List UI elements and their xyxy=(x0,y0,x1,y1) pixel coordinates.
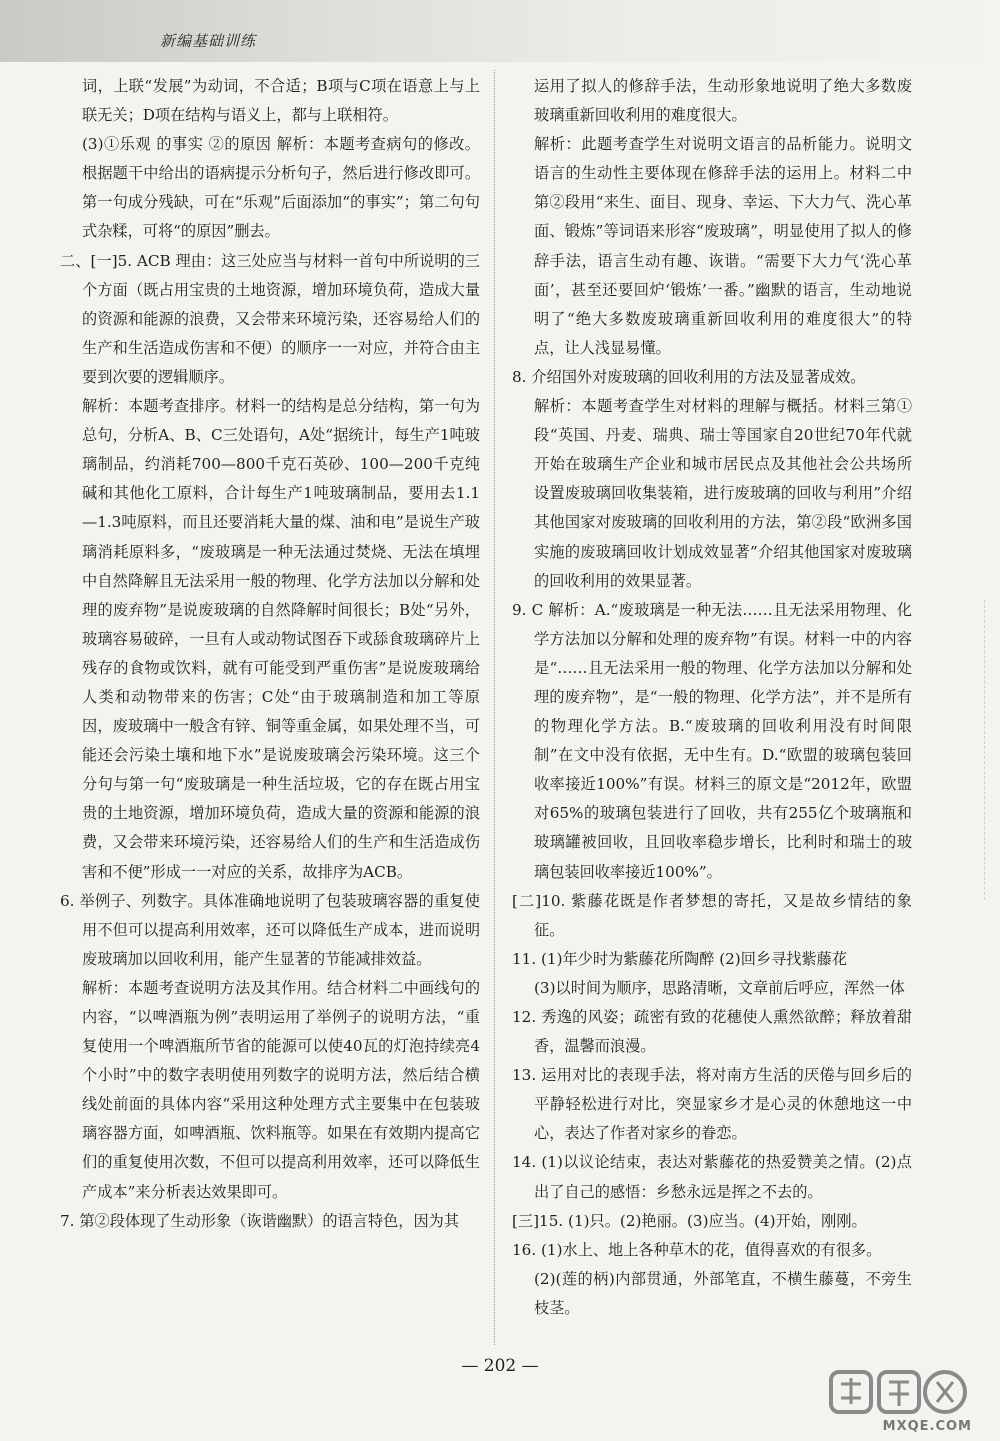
answer-paragraph: 解析：本题考查学生对材料的理解与概括。材料三第①段“英国、丹麦、瑞典、瑞士等国家自20世纪70年代就开始在玻璃生产企业和城市居民点及其他社会公共场所设置废玻璃回收集装箱，进行废玻璃的回收与利用”介绍其他国家对废玻璃的回收利用的方法，第②段“欧洲多国实施的废玻璃回收计划成效显著”介绍其他国家对废玻璃的回收利用的效果显著。 xyxy=(534,397,912,590)
answer-paragraph: (3)①乐观 的事实 ②的原因 解析：本题考查病句的修改。根据题干中给出的语病提示分析句子，然后进行修改即可。第一句成分残缺，可在“乐观”后面添加“的事实”；第二句句式杂糅，可将“的原因”删去。 xyxy=(82,135,480,241)
left-column xyxy=(60,72,480,1236)
scan-artifact-line xyxy=(984,600,985,900)
column-divider xyxy=(494,70,495,1345)
answer-paragraph: 解析：本题考查排序。材料一的结构是总分结构，第一句为总句，分析A、B、C三处语句，A处“据统计，每生产1吨玻璃制品，约消耗700—800千克石英砂、100—200千克纯碱和其他化工原料，合计每生产1吨玻璃制品，要用去1.1—1.3吨原料，而且还要消耗大量的煤、油和电”是说生产玻璃消耗原料多，“废玻璃是一种无法通过焚烧、无法在填埋中自然降解且无法采用一般的物理、化学方法加以分解和处理的废弃物”是说废玻璃的自然降解时间很长；B处“另外，玻璃容易破碎，一旦有人或动物试图吞下或舔食玻璃碎片上残存的食物或饮料，就有可能受到严重伤害”是说废玻璃给人类和动物带来的伤害；C处“由于玻璃制造和加工等原因，废玻璃中一般含有锌、铜等重金属，如果处理不当，可能还会污染土壤和地下水”是说废玻璃会污染环境。这三个分句与第一句“废玻璃是一种生活垃圾，它的存在既占用宝贵的土地资源，增加环境负荷，造成大量的资源和能源的浪费，又会带来环境污染，还容易给人们的生产和生活造成伤害和不便”形成一一对应的关系，故排序为ACB。 xyxy=(82,397,480,881)
answer-paragraph: 6. 举例子、列数字。具体准确地说明了包装玻璃容器的重复使用不但可以提高利用效率，还可以降低生产成本，进而说明废玻璃加以回收利用，能产生显著的节能减排效益。 xyxy=(60,891,480,968)
answer-paragraph: 解析：此题考查学生对说明文语言的品析能力。说明文语言的生动性主要体现在修辞手法的运用上。材料二中第②段用“来生、面目、现身、幸运、下大力气、洗心革面、锻炼”等词语来形容“废玻璃”，明显使用了拟人的修辞手法，语言生动有趣、诙谐。“需要下大力气‘洗心革面’，甚至还要回炉‘锻炼’一番。”幽默的语言，生动地说明了“绝大多数废玻璃重新回收利用的难度很大”的特点，让人浅显易懂。 xyxy=(534,135,912,357)
header-title: 新编基础训练 xyxy=(160,32,257,50)
answer-paragraph: 12. 秀逸的风姿；疏密有致的花穗使人熏然欲醉；释放着甜香，温馨而浪漫。 xyxy=(512,1008,912,1056)
answer-paragraph: 运用了拟人的修辞手法，生动形象地说明了绝大多数废玻璃重新回收利用的难度很大。 xyxy=(534,77,912,125)
answer-paragraph: 14. (1)以议论结束，表达对紫藤花的热爱赞美之情。(2)点出了自己的感悟：乡愁永远是挥之不去的。 xyxy=(512,1153,912,1201)
right-column xyxy=(512,72,912,1323)
answer-paragraph: 7. 第②段体现了生动形象（诙谐幽默）的语言特色，因为其 xyxy=(60,1211,460,1230)
answer-paragraph: 11. (1)年少时为紫藤花所陶醉 (2)回乡寻找紫藤花 xyxy=(512,949,848,968)
answer-paragraph: [三]15. (1)只。(2)艳丽。(3)应当。(4)开始，刚刚。 xyxy=(512,1211,867,1230)
answer-paragraph: 16. (1)水上、地上各种草木的花，值得喜欢的有很多。 xyxy=(512,1240,882,1259)
answer-paragraph: 二、[一]5. ACB 理由：这三处应当与材料一首句中所说明的三个方面（既占用宝贵的土地资源，增加环境负荷，造成大量的资源和能源的浪费，又会带来环境污染，还容易给人们的生产和生活造成伤害和不便）的顺序一一对应，并符合由主要到次要的逻辑顺序。 xyxy=(60,251,480,386)
answer-paragraph: 13. 运用对比的表现手法，将对南方生活的厌倦与回乡后的平静轻松进行对比，突显家乡才是心灵的休憩地这一中心，表达了作者对家乡的眷恋。 xyxy=(512,1066,912,1143)
watermark-text: MXQE.COM xyxy=(882,1419,972,1434)
answer-paragraph: (2)(莲的柄)内部贯通，外部笔直，不横生藤蔓，不旁生枝茎。 xyxy=(534,1269,912,1317)
answer-paragraph: (3)以时间为顺序，思路清晰，文章前后呼应，浑然一体 xyxy=(534,978,905,997)
answer-paragraph: 8. 介绍国外对废玻璃的回收利用的方法及显著成效。 xyxy=(512,367,866,386)
answer-paragraph: 解析：本题考查说明方法及其作用。结合材料二中画线句的内容，“以啤酒瓶为例”表明运用了举例子的说明方法，“重复使用一个啤酒瓶所节省的能源可以使40瓦的灯泡持续亮4个小时”中的数字表明使用列数字的说明方法，然后结合横线处前面的具体内容“采用这种处理方式主要集中在包装玻璃容器方面，如啤酒瓶、饮料瓶等。如果在有效期内提高它们的重复使用次数，不但可以提高利用效率，还可以降低生产成本”来分析表达效果即可。 xyxy=(82,978,480,1201)
header-band xyxy=(0,0,1000,62)
answer-paragraph: [二]10. 紫藤花既是作者梦想的寄托，又是故乡情结的象征。 xyxy=(512,891,912,939)
answer-paragraph: 词，上联“发展”为动词，不合适；B项与C项在语意上与上联无关；D项在结构与语义上，都与上联相符。 xyxy=(82,77,480,125)
page-number: — 202 — xyxy=(461,1356,539,1376)
answer-paragraph: 9. C 解析：A.“废玻璃是一种无法……且无法采用物理、化学方法加以分解和处理的废弃物”有误。材料一中的内容是“……且无法采用一般的物理、化学方法加以分解和处理的废弃物”，是“一般的物理、化学方法”，并不是所有的物理化学方法。B.“废玻璃的回收利用没有时间限制”在文中没有依据，无中生有。D.“欧盟的玻璃包装回收率接近100%”有误。材料三的原文是“2012年，欧盟对65%的玻璃包装进行了回收，共有255亿个玻璃瓶和玻璃罐被回收，且回收率稳步增长，比利时和瑞士的玻璃包装回收率接近100%”。 xyxy=(512,600,912,881)
